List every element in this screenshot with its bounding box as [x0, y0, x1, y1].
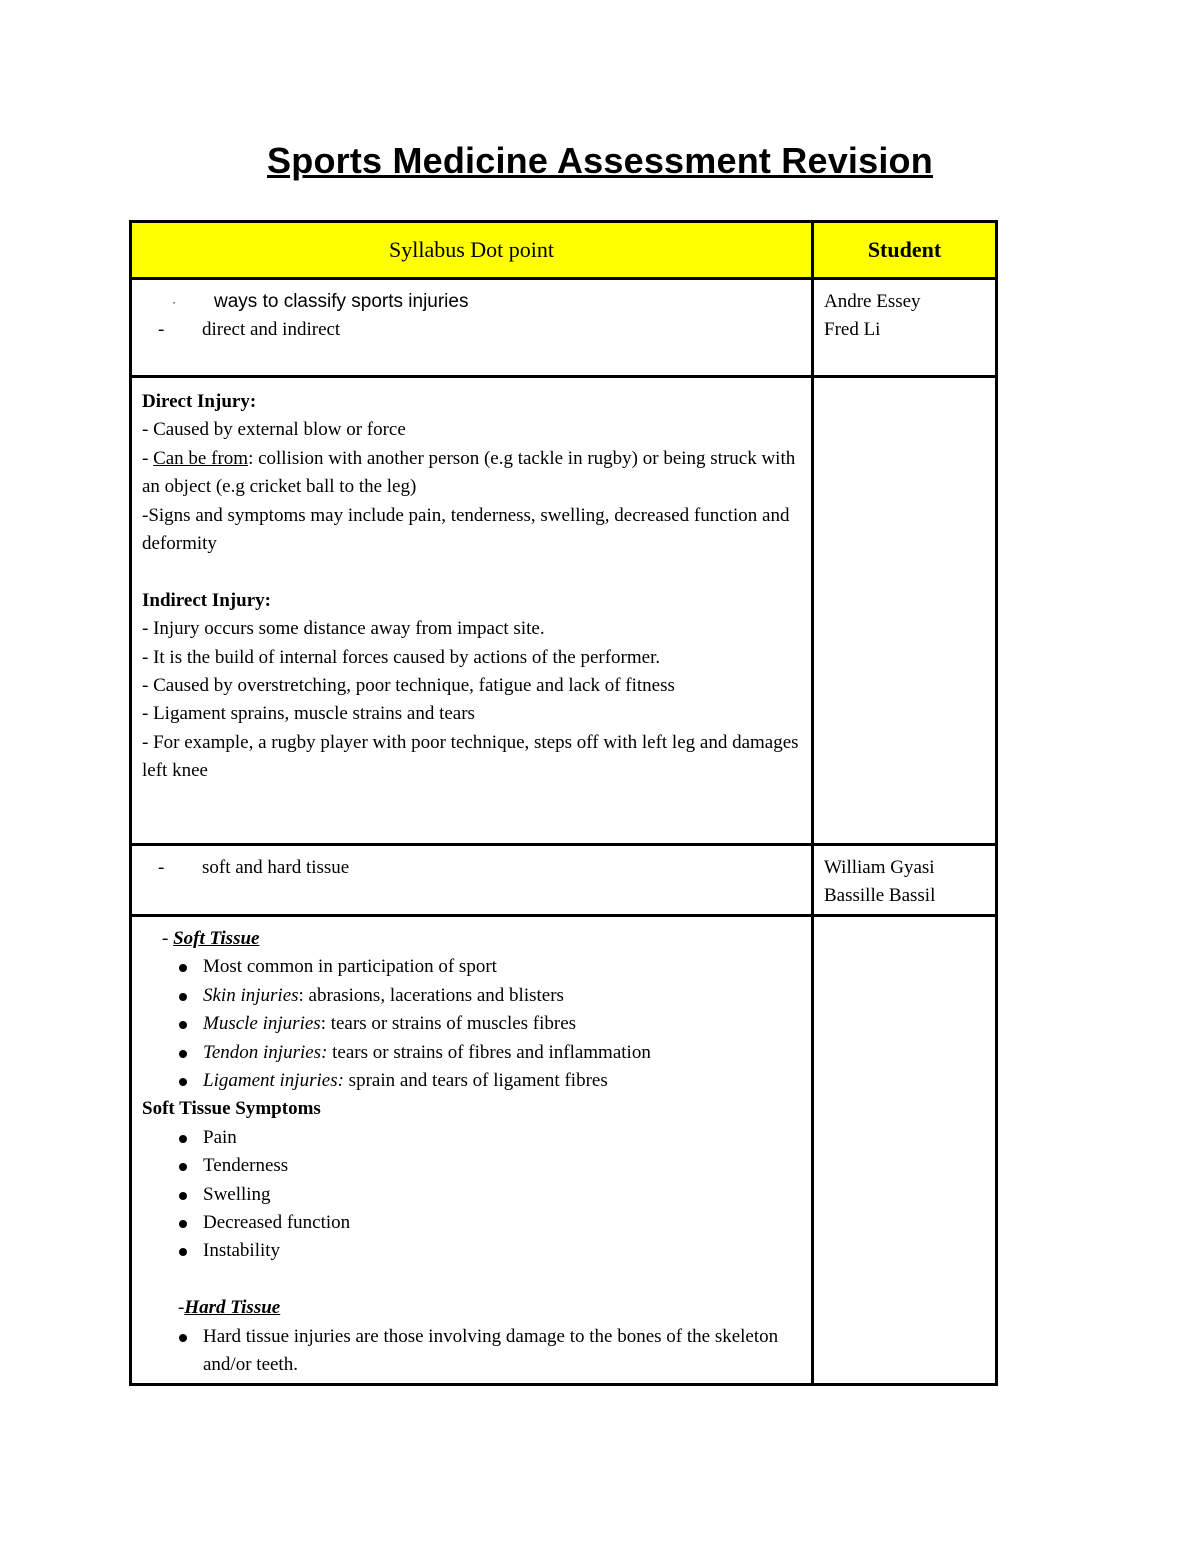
bullet-icon: [179, 1135, 187, 1143]
bullet-icon: [179, 1248, 187, 1256]
item-label: Skin injuries: [203, 984, 299, 1006]
indirect-line: - For example, a rugby player with poor technique, steps off with left leg and damages left knee: [142, 731, 799, 782]
syllabus-subpoint: [142, 316, 801, 344]
item-label: Muscle injuries: [203, 1013, 321, 1035]
list-item: [142, 953, 801, 981]
bullet-icon: [179, 993, 187, 1001]
student-name: Bassille Bassil: [824, 885, 936, 907]
direct-line: - Caused by external blow or force: [142, 419, 406, 441]
syllabus-cell: [131, 279, 813, 377]
list-item: [142, 1209, 801, 1237]
list-item: [142, 1124, 801, 1152]
list-item: [142, 1181, 801, 1209]
direct-line: [142, 445, 801, 502]
syllabus-subpoint-text: direct and indirect: [202, 319, 341, 341]
soft-tissue-symptoms-heading: Soft Tissue Symptoms: [142, 1098, 321, 1120]
direct-line-prefix: -: [142, 447, 154, 469]
table-row: [131, 377, 997, 845]
item-label: Ligament injuries:: [203, 1070, 344, 1092]
item-text: Pain: [203, 1126, 237, 1148]
syllabus-cell: [131, 845, 813, 916]
indirect-injury-heading: Indirect Injury:: [142, 589, 271, 611]
table-row: [131, 845, 997, 916]
syllabus-point-text: ways to classify sports injuries: [214, 291, 469, 312]
list-item: [142, 1010, 801, 1038]
syllabus-subpoint-text: soft and hard tissue: [202, 857, 350, 878]
list-item: [142, 1237, 801, 1265]
student-cell: [813, 279, 997, 377]
item-text: Hard tissue injuries are those involving damage to the bones of the skeleton and/or teeth.: [203, 1325, 779, 1376]
list-item: [142, 1152, 801, 1180]
list-item: [142, 1067, 801, 1095]
soft-tissue-heading-line: [142, 925, 801, 953]
table-header-row: [131, 222, 997, 279]
indirect-line: - Caused by overstretching, poor technique, fatigue and lack of fitness: [142, 675, 675, 697]
soft-tissue-heading: Soft Tissue: [173, 928, 260, 949]
student-name: Andre Essey: [824, 291, 921, 312]
bullet-icon: [179, 1334, 187, 1342]
header-syllabus-dot-point: Syllabus Dot point: [131, 222, 813, 279]
list-item: [142, 1323, 801, 1380]
bullet-icon: [179, 1050, 187, 1058]
item-label: Tendon injuries:: [203, 1041, 328, 1063]
item-text: : abrasions, lacerations and blisters: [298, 984, 564, 1006]
item-text: Tenderness: [203, 1155, 289, 1177]
hard-tissue-list: [142, 1323, 801, 1380]
soft-tissue-list: [142, 953, 801, 1095]
table-row: [131, 916, 997, 1385]
small-dot-marker: ·: [172, 295, 176, 309]
item-text: tears or strains of fibres and inflammation: [327, 1041, 651, 1063]
item-text: : tears or strains of muscles fibres: [320, 1013, 577, 1035]
can-be-from-text: Can be from: [153, 447, 249, 469]
dash-marker: -: [158, 857, 165, 878]
student-name: Fred Li: [824, 319, 881, 341]
indirect-line: - Injury occurs some distance away from impact site.: [142, 618, 545, 640]
direct-line: -Signs and symptoms may include pain, tenderness, swelling, decreased function and deformity: [142, 504, 790, 555]
item-text: Most common in participation of sport: [203, 956, 497, 978]
student-name: William Gyasi: [824, 857, 935, 878]
document-title: Sports Medicine Assessment Revision: [267, 140, 933, 181]
student-cell-empty: [813, 916, 997, 1385]
revision-table: [129, 220, 998, 1386]
bullet-icon: [179, 1192, 187, 1200]
header-student: Student: [813, 222, 997, 279]
student-cell-empty: [813, 377, 997, 845]
symptoms-list: [142, 1124, 801, 1266]
item-text: Instability: [203, 1240, 281, 1262]
table-row: [131, 279, 997, 377]
syllabus-point: [142, 288, 801, 316]
student-cell: [813, 845, 997, 916]
bullet-icon: [179, 1220, 187, 1228]
bullet-icon: [179, 1163, 187, 1171]
hard-tissue-heading-line: [142, 1294, 801, 1322]
bullet-icon: [179, 964, 187, 972]
bullet-icon: [179, 1021, 187, 1029]
direct-injury-heading: Direct Injury:: [142, 391, 257, 412]
indirect-line: - Ligament sprains, muscle strains and tears: [142, 703, 475, 725]
item-text: Swelling: [203, 1183, 271, 1205]
notes-cell: [131, 377, 813, 845]
direct-line-rest: : collision with another person (e.g tackle in rugby) or being struck with an object (e.g cricket ball to the leg): [142, 447, 796, 498]
syllabus-subpoint: [142, 854, 801, 882]
soft-tissue-prefix: -: [162, 928, 174, 949]
list-item: [142, 982, 801, 1010]
item-text: Decreased function: [203, 1212, 351, 1234]
dash-marker: -: [158, 319, 165, 341]
indirect-line: - It is the build of internal forces caused by actions of the performer.: [142, 646, 661, 668]
bullet-icon: [179, 1078, 187, 1086]
list-item: [142, 1039, 801, 1067]
hard-tissue-prefix: -: [178, 1297, 185, 1319]
item-text: sprain and tears of ligament fibres: [343, 1070, 608, 1092]
hard-tissue-heading: Hard Tissue: [184, 1297, 281, 1319]
notes-cell: [131, 916, 813, 1385]
